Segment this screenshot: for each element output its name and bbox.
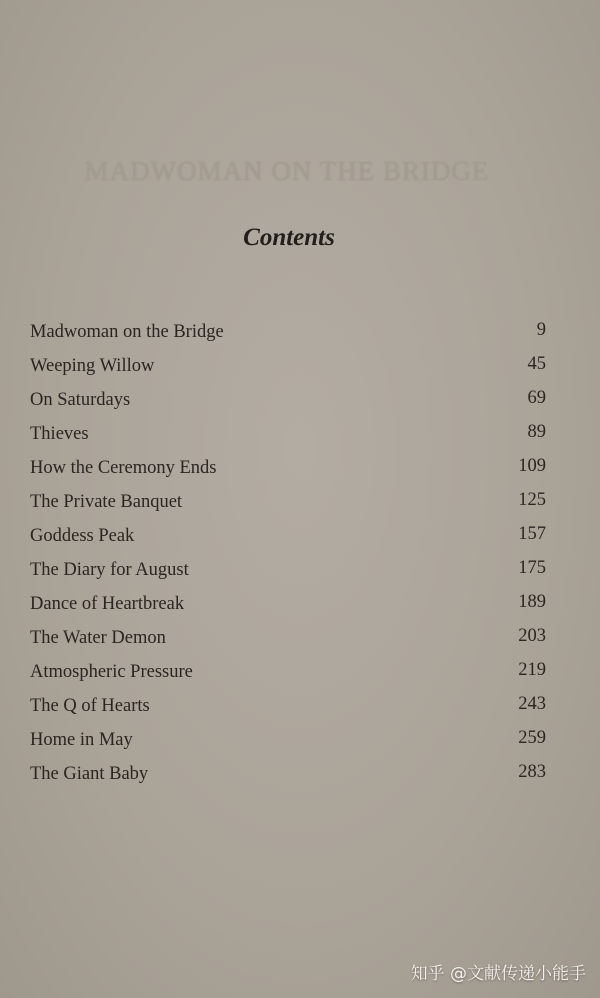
toc-entry-title: The Diary for August [30,560,189,580]
watermark: 知乎 @文献传递小能手 [410,964,586,984]
toc-entry [30,354,550,388]
toc-entry-page: 69 [527,388,546,408]
toc-entry-page: 157 [518,524,546,544]
toc-entry-title: Dance of Heartbreak [30,594,185,614]
bleed-through-heading: MADWOMAN ON THE BRIDGE [84,156,490,186]
toc-entry [30,490,550,524]
toc-entry [30,320,550,354]
toc-entry-page: 125 [518,490,546,510]
toc-entry [30,558,550,592]
toc-entry-page: 45 [527,354,546,374]
toc-entry [30,762,550,796]
toc-entry-page: 219 [518,660,546,680]
toc-entry [30,524,550,558]
toc-entry-title: On Saturdays [30,390,131,410]
toc-entry-page: 259 [518,728,546,748]
toc-entry-title: The Q of Hearts [30,696,150,716]
toc-entry-page: 175 [518,558,546,578]
toc-entry [30,694,550,728]
toc-entry-title: Weeping Willow [30,356,155,376]
toc-entry-title: Thieves [30,424,89,444]
toc-entry [30,592,550,626]
toc-entry-page: 283 [518,762,546,782]
toc-entry-page: 189 [518,592,546,612]
toc-entry-page: 109 [518,456,546,476]
toc-entry-title: Goddess Peak [30,526,135,546]
toc-entry-page: 9 [536,320,546,340]
toc-entry [30,456,550,490]
toc-entry [30,728,550,762]
toc-entry-title: The Giant Baby [30,764,149,784]
toc-entry [30,660,550,694]
toc-entry-title: Madwoman on the Bridge [30,322,224,342]
toc-entry-page: 243 [518,694,546,714]
toc-entry [30,422,550,456]
toc-entry [30,626,550,660]
toc-entry-title: How the Ceremony Ends [30,458,217,478]
toc-entry-title: Home in May [30,730,133,750]
toc-entry-page: 203 [518,626,546,646]
page-title: Contents [243,224,335,251]
toc-entry-title: Atmospheric Pressure [30,662,193,682]
toc-entry-page: 89 [527,422,546,442]
toc-entry [30,388,550,422]
toc-entry-title: The Private Banquet [30,492,183,512]
toc-entry-title: The Water Demon [30,628,166,648]
table-of-contents [30,320,550,796]
